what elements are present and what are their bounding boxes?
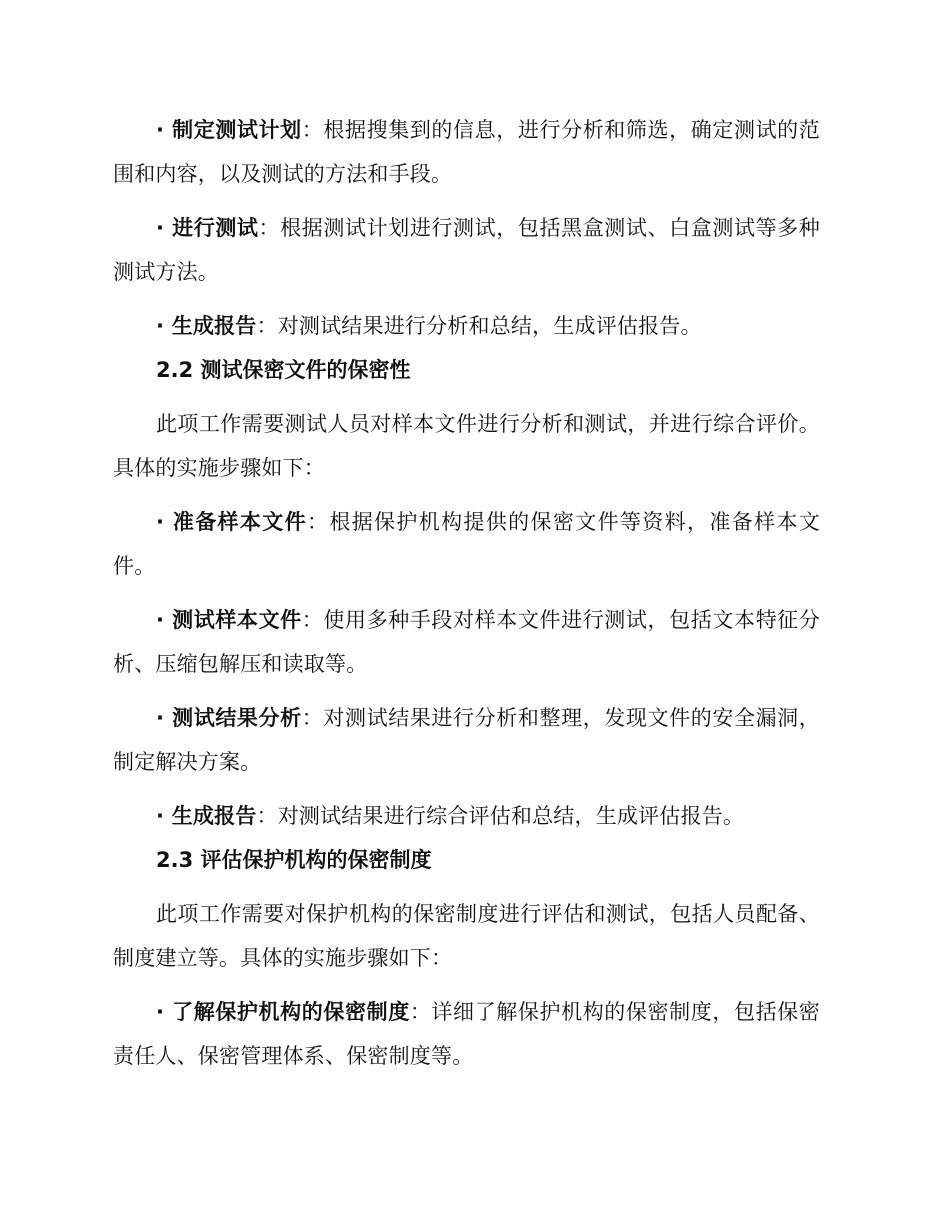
section-heading-2-2: 2.2 测试保密文件的保密性 [156, 358, 411, 382]
bullet-lead: · 了解保护机构的保密制度 [156, 1000, 410, 1024]
bullet-text: ：根据测试计划进行测试，包括黑盒测试、白盒测试等多种测试方法。 [113, 216, 820, 284]
bullet-lead: · 生成报告 [156, 804, 257, 828]
bullet-text: ：对测试结果进行综合评估和总结，生成评估报告。 [256, 804, 745, 828]
section-intro-2-2: 此项工作需要测试人员对样本文件进行分析和测试，并进行综合评价。具体的实施步骤如下： [113, 412, 820, 480]
bullet-understand-system [113, 990, 820, 1078]
bullet-make-test-plan [113, 108, 820, 196]
bullet-lead: · 进行测试 [156, 216, 259, 240]
bullet-text: ：根据保护机构提供的保密文件等资料，准备样本文件。 [113, 510, 820, 578]
bullet-lead: · 生成报告 [156, 314, 257, 338]
bullet-text: ：详细了解保护机构的保密制度，包括保密责任人、保密管理体系、保密制度等。 [113, 1000, 820, 1068]
bullet-generate-report-2 [113, 794, 820, 838]
bullet-test-samples [113, 598, 820, 686]
section-heading-2-3: 2.3 评估保护机构的保密制度 [156, 848, 432, 872]
bullet-text: ：对测试结果进行分析和整理，发现文件的安全漏洞，制定解决方案。 [113, 706, 820, 774]
bullet-text: ：使用多种手段对样本文件进行测试，包括文本特征分析、压缩包解压和读取等。 [113, 608, 820, 676]
bullet-lead: · 制定测试计划 [156, 118, 302, 142]
bullet-text: ：对测试结果进行分析和总结，生成评估报告。 [256, 314, 702, 338]
bullet-text: ：根据搜集到的信息，进行分析和筛选，确定测试的范围和内容，以及测试的方法和手段。 [113, 118, 820, 186]
bullet-generate-report [113, 304, 820, 348]
bullet-lead: · 测试样本文件 [156, 608, 302, 632]
bullet-lead: · 准备样本文件 [156, 510, 307, 534]
bullet-analyze-results [113, 696, 820, 784]
bullet-prepare-samples [113, 500, 820, 588]
bullet-lead: · 测试结果分析 [156, 706, 302, 730]
section-intro-2-3: 此项工作需要对保护机构的保密制度进行评估和测试，包括人员配备、制度建立等。具体的实施步骤如下： [113, 902, 820, 970]
bullet-run-tests [113, 206, 820, 294]
